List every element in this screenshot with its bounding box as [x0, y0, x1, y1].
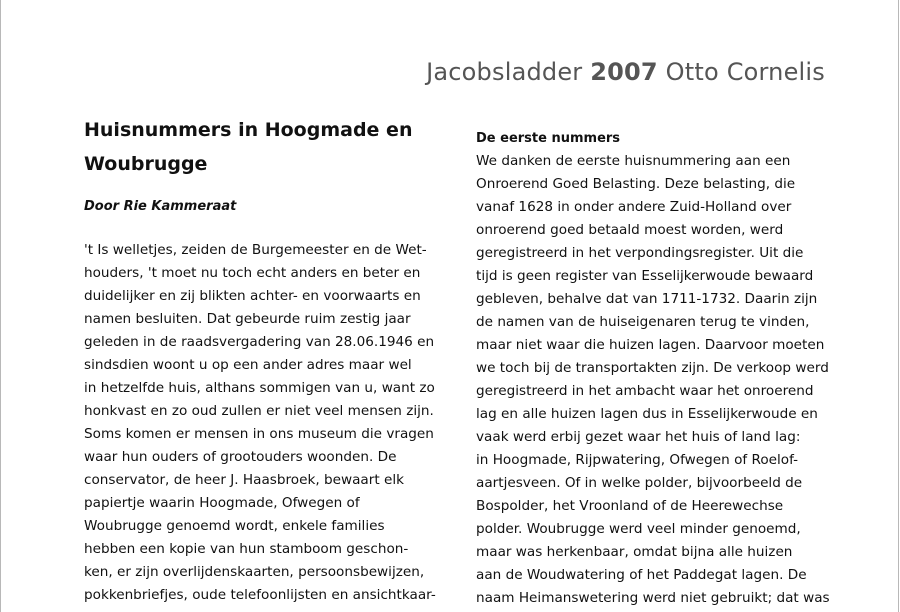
- text-line: papiertje waarin Hoogmade, Ofwegen of: [84, 495, 360, 511]
- title-line: Huisnummers in Hoogmade en: [84, 119, 413, 141]
- text-line: vanaf 1628 in onder andere Zuid-Holland over: [476, 199, 792, 215]
- text-line: polder. Woubrugge werd veel minder genoemd,: [476, 521, 801, 537]
- text-line: sindsdien woont u op een ander adres maar wel: [84, 357, 412, 373]
- text-line: lag en alle huizen lagen dus in Esselijkerwoude en: [476, 406, 818, 422]
- text-line: naam Heimanswetering werd niet gebruikt; dat was: [476, 590, 830, 606]
- page-header: [426, 58, 825, 86]
- text-line: maar niet waar die huizen lagen. Daarvoor moeten: [476, 337, 825, 353]
- text-line: duidelijker en zij blikten achter- en voorwaarts en: [84, 288, 421, 304]
- text-line: Onroerend Goed Belasting. Deze belasting, die: [476, 176, 796, 192]
- text-line: hebben een kopie van hun stamboom geschon-: [84, 541, 409, 557]
- text-line: onroerend goed betaald moest worden, werd: [476, 222, 784, 238]
- text-line: vaak werd erbij gezet waar het huis of land lag:: [476, 429, 801, 445]
- text-line: We danken de eerste huisnummering aan een: [476, 153, 791, 169]
- left-column-text: [84, 239, 444, 607]
- text-line: geleden in de raadsvergadering van 28.06.1946 en: [84, 334, 435, 350]
- text-line: honkvast en zo oud zullen er niet veel mensen zijn.: [84, 403, 434, 419]
- text-line: Soms komen er mensen in ons museum die vragen: [84, 426, 434, 442]
- text-line: Bospolder, het Vroonland of de Heerewechse: [476, 498, 784, 514]
- journal-year: 2007: [590, 58, 658, 86]
- text-line: maar was herkenbaar, omdat bijna alle huizen: [476, 544, 793, 560]
- text-line: aartjesveen. Of in welke polder, bijvoorbeeld de: [476, 475, 803, 491]
- article-title: [84, 113, 434, 181]
- text-line: Woubrugge genoemd wordt, enkele families: [84, 518, 385, 534]
- text-line: waar hun ouders of grootouders woonden. De: [84, 449, 397, 465]
- text-line: conservator, de heer J. Haasbroek, bewaart elk: [84, 472, 405, 488]
- right-column-text: [476, 150, 846, 610]
- header-author: Otto Cornelis: [665, 58, 825, 86]
- section-heading: De eerste nummers: [476, 131, 621, 146]
- text-line: in Hoogmade, Rijpwatering, Ofwegen of Roelof-: [476, 452, 799, 468]
- text-line: pokkenbriefjes, oude telefoonlijsten en ansichtkaar-: [84, 587, 436, 603]
- text-line: namen besluiten. Dat gebeurde ruim zestig jaar: [84, 311, 411, 327]
- text-line: we toch bij de transportakten zijn. De verkoop werd: [476, 360, 829, 376]
- text-line: ken, er zijn overlijdenskaarten, persoonsbewijzen,: [84, 564, 425, 580]
- text-line: tijd is geen register van Esselijkerwoude bewaard: [476, 268, 814, 284]
- text-line: in hetzelfde huis, althans sommigen van u, want zo: [84, 380, 435, 396]
- journal-name: Jacobsladder: [426, 58, 583, 86]
- text-line: houders, 't moet nu toch echt anders en beter en: [84, 265, 421, 281]
- title-line: Woubrugge: [84, 153, 208, 175]
- text-line: 't Is welletjes, zeiden de Burgemeester en de Wet-: [84, 242, 427, 258]
- text-line: aan de Woudwatering of het Paddegat lagen. De: [476, 567, 807, 583]
- text-line: de namen van de huiseigenaren terug te vinden,: [476, 314, 810, 330]
- article-byline: Door Rie Kammeraat: [84, 199, 237, 214]
- text-line: geregistreerd in het ambacht waar het onroerend: [476, 383, 814, 399]
- text-line: geregistreerd in het verpondingsregister. Uit die: [476, 245, 804, 261]
- text-line: gebleven, behalve dat van 1711-1732. Daarin zijn: [476, 291, 818, 307]
